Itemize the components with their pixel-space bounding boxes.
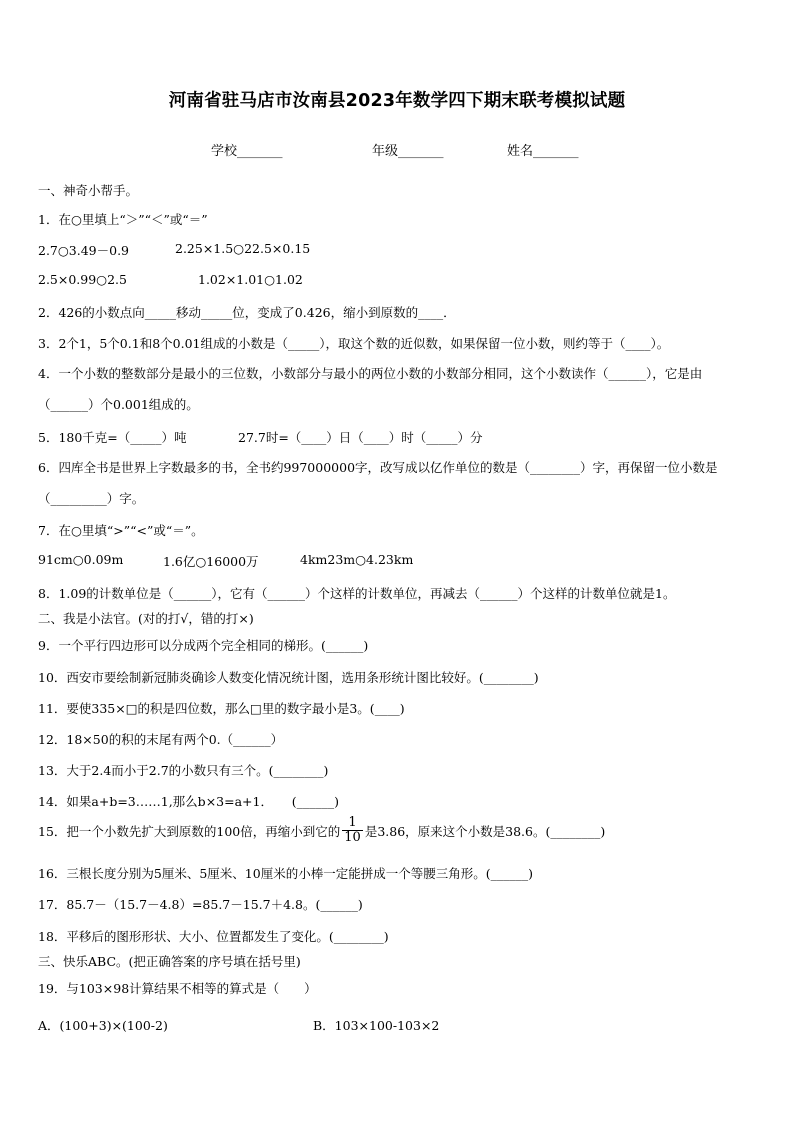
q1-item-2: 2.25×1.5○22.5×0.15	[175, 241, 311, 256]
question-8: 8．1.09的计数单位是（______），它有（______）个这样的计数单位，再减去（______）个这样的计数单位就是1。	[38, 586, 676, 601]
q19-option-a: A．(100+3)×(100-2)	[38, 1018, 168, 1033]
q15-denominator: 10	[344, 830, 361, 845]
section-heading-3: 三、快乐ABC。(把正确答案的序号填在括号里)	[38, 954, 301, 969]
name-field[interactable]: 姓名_______	[507, 144, 579, 159]
question-19: 19．与103×98计算结果不相等的算式是（ ）	[38, 981, 317, 996]
question-6: 6．四库全书是世界上字数最多的书，全书约997000000字，改写成以亿作单位的数是（________）字，再保留一位小数是（_________）字。	[38, 460, 718, 506]
q19-option-b: B．103×100-103×2	[313, 1018, 440, 1033]
q7-item-1: 91cm○0.09m	[38, 552, 124, 567]
question-1: 1．在○里填上“＞”“＜”或“＝”	[38, 212, 208, 227]
question-15	[38, 815, 606, 847]
question-12: 12．18×50的积的末尾有两个0.（______）	[38, 732, 284, 747]
q7-item-3: 4km23m○4.23km	[300, 552, 414, 567]
question-2: 2．426的小数点向_____移动_____位，变成了0.426，缩小到原数的____．	[38, 305, 456, 320]
question-4: 4．一个小数的整数部分是最小的三位数，小数部分与最小的两位小数的小数部分相同，这个小数读作（______），它是由（______）个0.001组成的。	[38, 366, 703, 412]
q1-item-4: 1.02×1.01○1.02	[198, 272, 303, 287]
q15-text-after: 是3.86，原来这个小数是38.6。(________)	[364, 824, 606, 839]
question-11: 11．要使335×□的积是四位数，那么□里的数字最小是3。(____)	[38, 701, 405, 716]
question-5b: 27.7时=（____）日（____）时（_____）分	[238, 430, 483, 445]
q1-item-1: 2.7○3.49－0.9	[38, 243, 129, 258]
question-9: 9．一个平行四边形可以分成两个完全相同的梯形。(______)	[38, 638, 369, 653]
section-heading-1: 一、神奇小帮手。	[38, 183, 139, 198]
school-field[interactable]: 学校_______	[211, 144, 283, 159]
question-17: 17．85.7－（15.7－4.8）=85.7－15.7＋4.8。(______)	[38, 897, 363, 912]
grade-field[interactable]: 年级_______	[372, 144, 444, 159]
question-14: 14．如果a+b=3……1,那么b×3=a+1． (______)	[38, 794, 339, 809]
question-18: 18．平移后的图形形状、大小、位置都发生了变化。(________)	[38, 929, 389, 944]
question-10: 10．西安市要绘制新冠肺炎确诊人数变化情况统计图，选用条形统计图比较好。(________)	[38, 670, 539, 685]
q15-numerator: 1	[342, 816, 363, 831]
q15-fraction	[342, 816, 363, 845]
page-title: 河南省驻马店市汝南县2023年数学四下期末联考模拟试题	[168, 91, 626, 111]
q15-text-before: 15．把一个小数先扩大到原数的100倍，再缩小到它的	[38, 824, 341, 839]
question-3: 3．2个1，5个0.1和8个0.01组成的小数是（_____），取这个数的近似数，如果保留一位小数，则约等于（____）。	[38, 336, 670, 351]
question-5a: 5．180千克=（_____）吨	[38, 430, 187, 445]
section-heading-2: 二、我是小法官。(对的打√，错的打×)	[38, 611, 254, 626]
question-7: 7．在○里填“>”“<”或“＝”。	[38, 523, 204, 538]
question-16: 16．三根长度分别为5厘米、5厘米、10厘米的小棒一定能拼成一个等腰三角形。(______)	[38, 866, 533, 881]
question-13: 13．大于2.4而小于2.7的小数只有三个。(________)	[38, 763, 329, 778]
student-info	[0, 140, 794, 160]
q1-item-3: 2.5×0.99○2.5	[38, 272, 127, 287]
q7-item-2: 1.6亿○16000万	[163, 554, 259, 569]
